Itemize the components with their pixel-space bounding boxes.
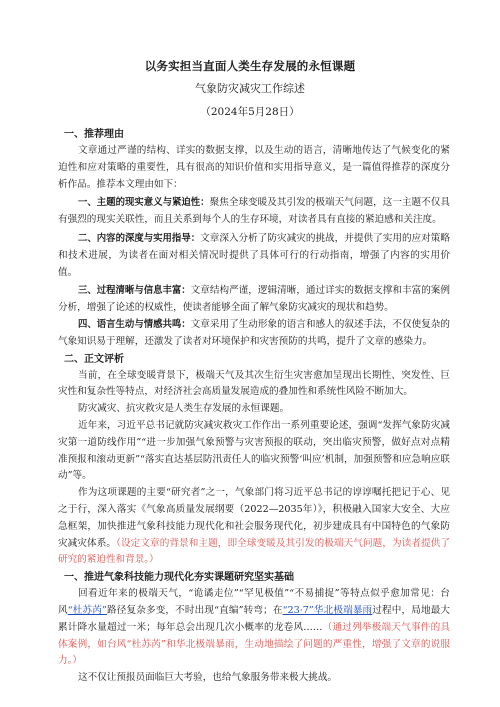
typhoon-link[interactable]: “杜苏芮” — [67, 604, 107, 616]
north-china-rainstorm-link[interactable]: “23·7”华北极端暴雨 — [282, 604, 373, 616]
point-4 — [58, 317, 450, 351]
paragraph-background: 当前，在全球变暖背景下，极端天气及其次生衍生灾害愈加呈现出长期性、突发性、巨灾性和复杂性等特点，对经济社会高质量发展造成的叠加性和系统性风险不断加大。 — [58, 369, 450, 398]
paragraph-meteorology-dept — [58, 485, 450, 569]
paragraph-meteorology-text: 作为这项课题的主要“研究者”之一，气象部门将习近平总书记的谆谆嘱托把记于心、见之于行，深入落实《气象高质量发展纲要（2022—2035年）》，积极融入国家大安全、大应急框架，加快推进气象科技能力现代化和社会服务现代化，初步建成具有中国特色的气象防灾减灾体系。 — [58, 487, 450, 549]
section-heading-recommendation: 一、推荐理由 — [64, 129, 124, 140]
annotation-comment-1: （设定文章的背景和主题，即全球变暖及其引发的极端天气问题，为读者提供了研究的紧迫性和背景。） — [58, 537, 451, 566]
subsection-heading-1: 一、推进气象科技能力现代化夯实课题研究坚实基础 — [64, 572, 294, 584]
extreme-weather-text-b: 路径复杂多变，不时出现“直编”转弯；在 — [106, 604, 283, 616]
document-title: 以务实担当直面人类生存发展的永恒课题 — [144, 59, 356, 73]
document-date: （2024年5月28日） — [200, 106, 300, 118]
document-body — [58, 126, 450, 687]
point-2-text: 文章深入分析了防灾减灾的挑战，并提供了实用的应对策略和技术进展，为读者在面对相关情况时提供了具体可行的行动指南，增强了内容的实用价值。 — [58, 232, 450, 278]
extreme-weather-text-c: 过程中，局地最大累计降水量超过一米；每年总会出现几次小概率的龙卷风…… — [58, 604, 451, 633]
point-3 — [58, 283, 450, 317]
paragraph-extreme-weather — [58, 586, 450, 670]
paragraph-challenge: 这不仅让预报员面临巨大考验，也给气象服务带来极大挑战。 — [78, 672, 338, 684]
paragraph-xi-remarks: 近年来，习近平总书记就防灾减灾救灾工作作出一系列重要论述，强调“发挥气象防灾减灾第一道防线作用”“进一步加强气象预警与灾害预报的联动，突出临灾预警，做好点对点精准预报和滚动更新”“落实直达基层防汛责任人的临灾预警‘叫应’机制，加强预警和应急响应联动”等。 — [58, 419, 450, 482]
section-heading-analysis: 二、正文评析 — [64, 353, 124, 365]
point-3-label: 三、过程清晰与信息丰富： — [78, 285, 191, 297]
point-4-text: 文章采用了生动形象的语言和感人的叙述手法，不仅使复杂的气象知识易于理解，还激发了读者对环境保护和灾害预防的共鸣，提升了文章的感染力。 — [58, 318, 450, 347]
point-2-label: 二、内容的深度与实用指导： — [78, 232, 201, 244]
point-4-label: 四、语言生动与情感共鸣： — [78, 318, 191, 330]
extreme-weather-text-a: 回看近年来的极端天气，“诡谲走位”“罕见极值”“不易捕捉”等特点似乎愈加常见：台风 — [58, 588, 450, 616]
paragraph-theme: 防灾减灾、抗灾救灾是人类生存发展的永恒课题。 — [78, 403, 290, 415]
point-1 — [58, 195, 450, 229]
document-subtitle: 气象防灾减灾工作综述 — [195, 82, 305, 95]
annotation-comment-2: （通过列举极端天气事件的具体案例，如台风“杜苏芮”和华北极端暴雨，生动地描绘了问题的严重性，增强了文章的说服力。） — [58, 621, 451, 667]
paragraph-intro: 文章通过严谨的结构、详实的数据支撑，以及生动的语言，清晰地传达了气候变化的紧迫性和应对策略的重要性，具有很高的知识价值和实用指导意义，是一篇值得推荐的深度分析作品。推荐本文理由如下： — [58, 145, 450, 190]
point-1-label: 一、主题的现实意义与紧迫性： — [78, 197, 210, 209]
point-2 — [58, 231, 450, 281]
point-1-text: 聚焦全球变暖及其引发的极端天气问题，这一主题不仅具有强烈的现实关联性，而且关系到每个人的生存环境，对读者具有直接的紧迫感和关注度。 — [58, 197, 450, 226]
point-3-text: 文章结构严谨，逻辑清晰，通过详实的数据支撑和丰富的案例分析，增强了论述的权威性，使读者能够全面了解气象防灾减灾的现状和趋势。 — [58, 285, 450, 314]
